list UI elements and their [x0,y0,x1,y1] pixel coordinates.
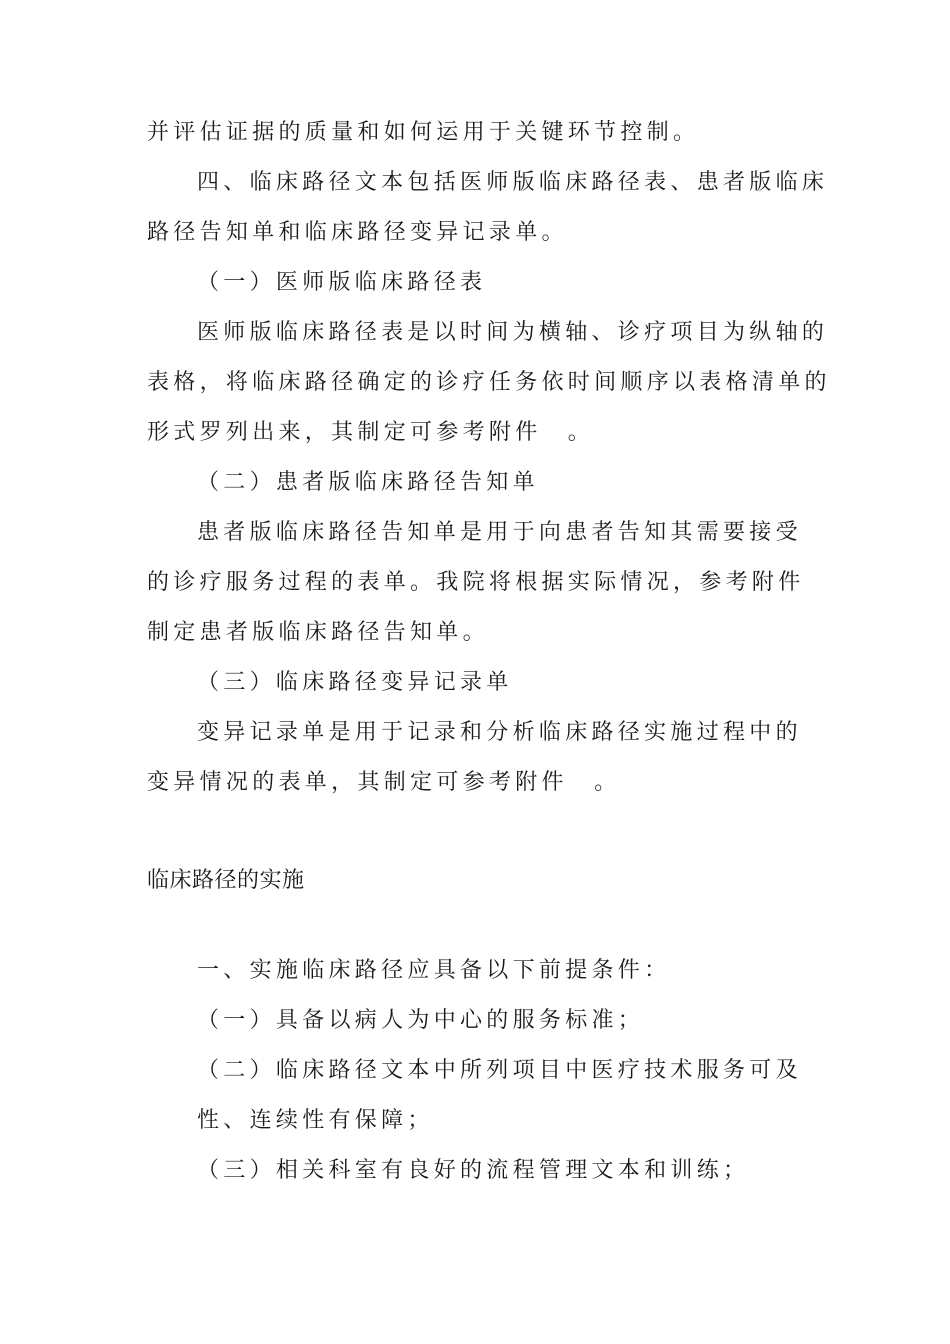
subheading: （二）患者版临床路径告知单 [197,470,539,495]
paragraph-line: 路径告知单和临床路径变异记录单。 [147,220,568,245]
subheading: （三）临床路径变异记录单 [197,670,513,695]
paragraph-line: 并评估证据的质量和如何运用于关键环节控制。 [147,120,700,145]
list-item-continuation: 性、连续性有保障； [197,1108,434,1133]
paragraph-line: 四、临床路径文本包括医师版临床路径表、患者版临床 [197,170,829,195]
paragraph-line: 患者版临床路径告知单是用于向患者告知其需要接受 [197,520,802,545]
subheading: （一）医师版临床路径表 [197,270,487,295]
list-item: （二）临床路径文本中所列项目中医疗技术服务可及 [197,1058,802,1083]
list-item: （一）具备以病人为中心的服务标准； [197,1008,645,1033]
paragraph-line: 表格，将临床路径确定的诊疗任务依时间顺序以表格清单的 [147,370,831,395]
section-title: 临床路径的实施 [147,868,305,893]
paragraph-line: 变异记录单是用于记录和分析临床路径实施过程中的 [197,720,802,745]
paragraph-line: 形式罗列出来，其制定可参考附件 。 [147,420,595,445]
list-item: （三）相关科室有良好的流程管理文本和训练； [197,1158,750,1183]
paragraph-line: 的诊疗服务过程的表单。我院将根据实际情况，参考附件 [147,570,805,595]
paragraph-line: 变异情况的表单，其制定可参考附件 。 [147,770,621,795]
paragraph-line: 一、实施临床路径应具备以下前提条件： [197,958,671,983]
paragraph-line: 制定患者版临床路径告知单。 [147,620,489,645]
paragraph-line: 医师版临床路径表是以时间为横轴、诊疗项目为纵轴的 [197,320,829,345]
